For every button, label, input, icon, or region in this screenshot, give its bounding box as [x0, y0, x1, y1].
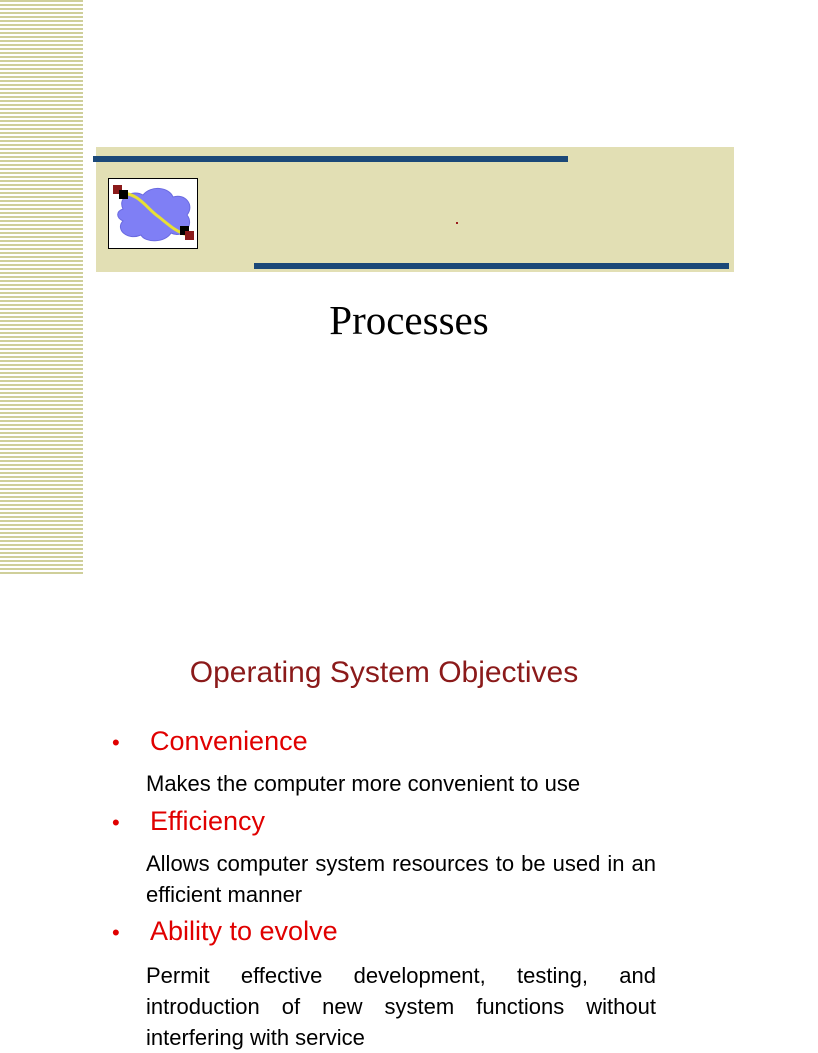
objectives-slide: [0, 576, 768, 1050]
network-cloud-icon: [108, 178, 198, 249]
item-description: Makes the computer more convenient to use: [146, 771, 581, 796]
bullet-marker: •: [112, 920, 120, 945]
item-heading: Convenience: [150, 726, 308, 756]
header-rule-bottom: [254, 263, 729, 269]
bullet-marker: •: [112, 730, 120, 755]
bullet-marker: •: [112, 810, 120, 835]
item-description: Allows computer system resources to be used in an efficient manner: [146, 851, 656, 907]
item-description: Permit effective development, testing, and introduction of new system functions without interfering with service: [146, 963, 656, 1050]
page-title: Processes: [329, 297, 489, 343]
item-heading: Ability to evolve: [150, 916, 338, 946]
decorative-dot: [456, 222, 458, 224]
slide-title: Operating System Objectives: [189, 656, 579, 689]
decorative-stripes: [0, 0, 83, 576]
header-rule-top: [93, 156, 568, 162]
item-heading: Efficiency: [150, 806, 266, 836]
